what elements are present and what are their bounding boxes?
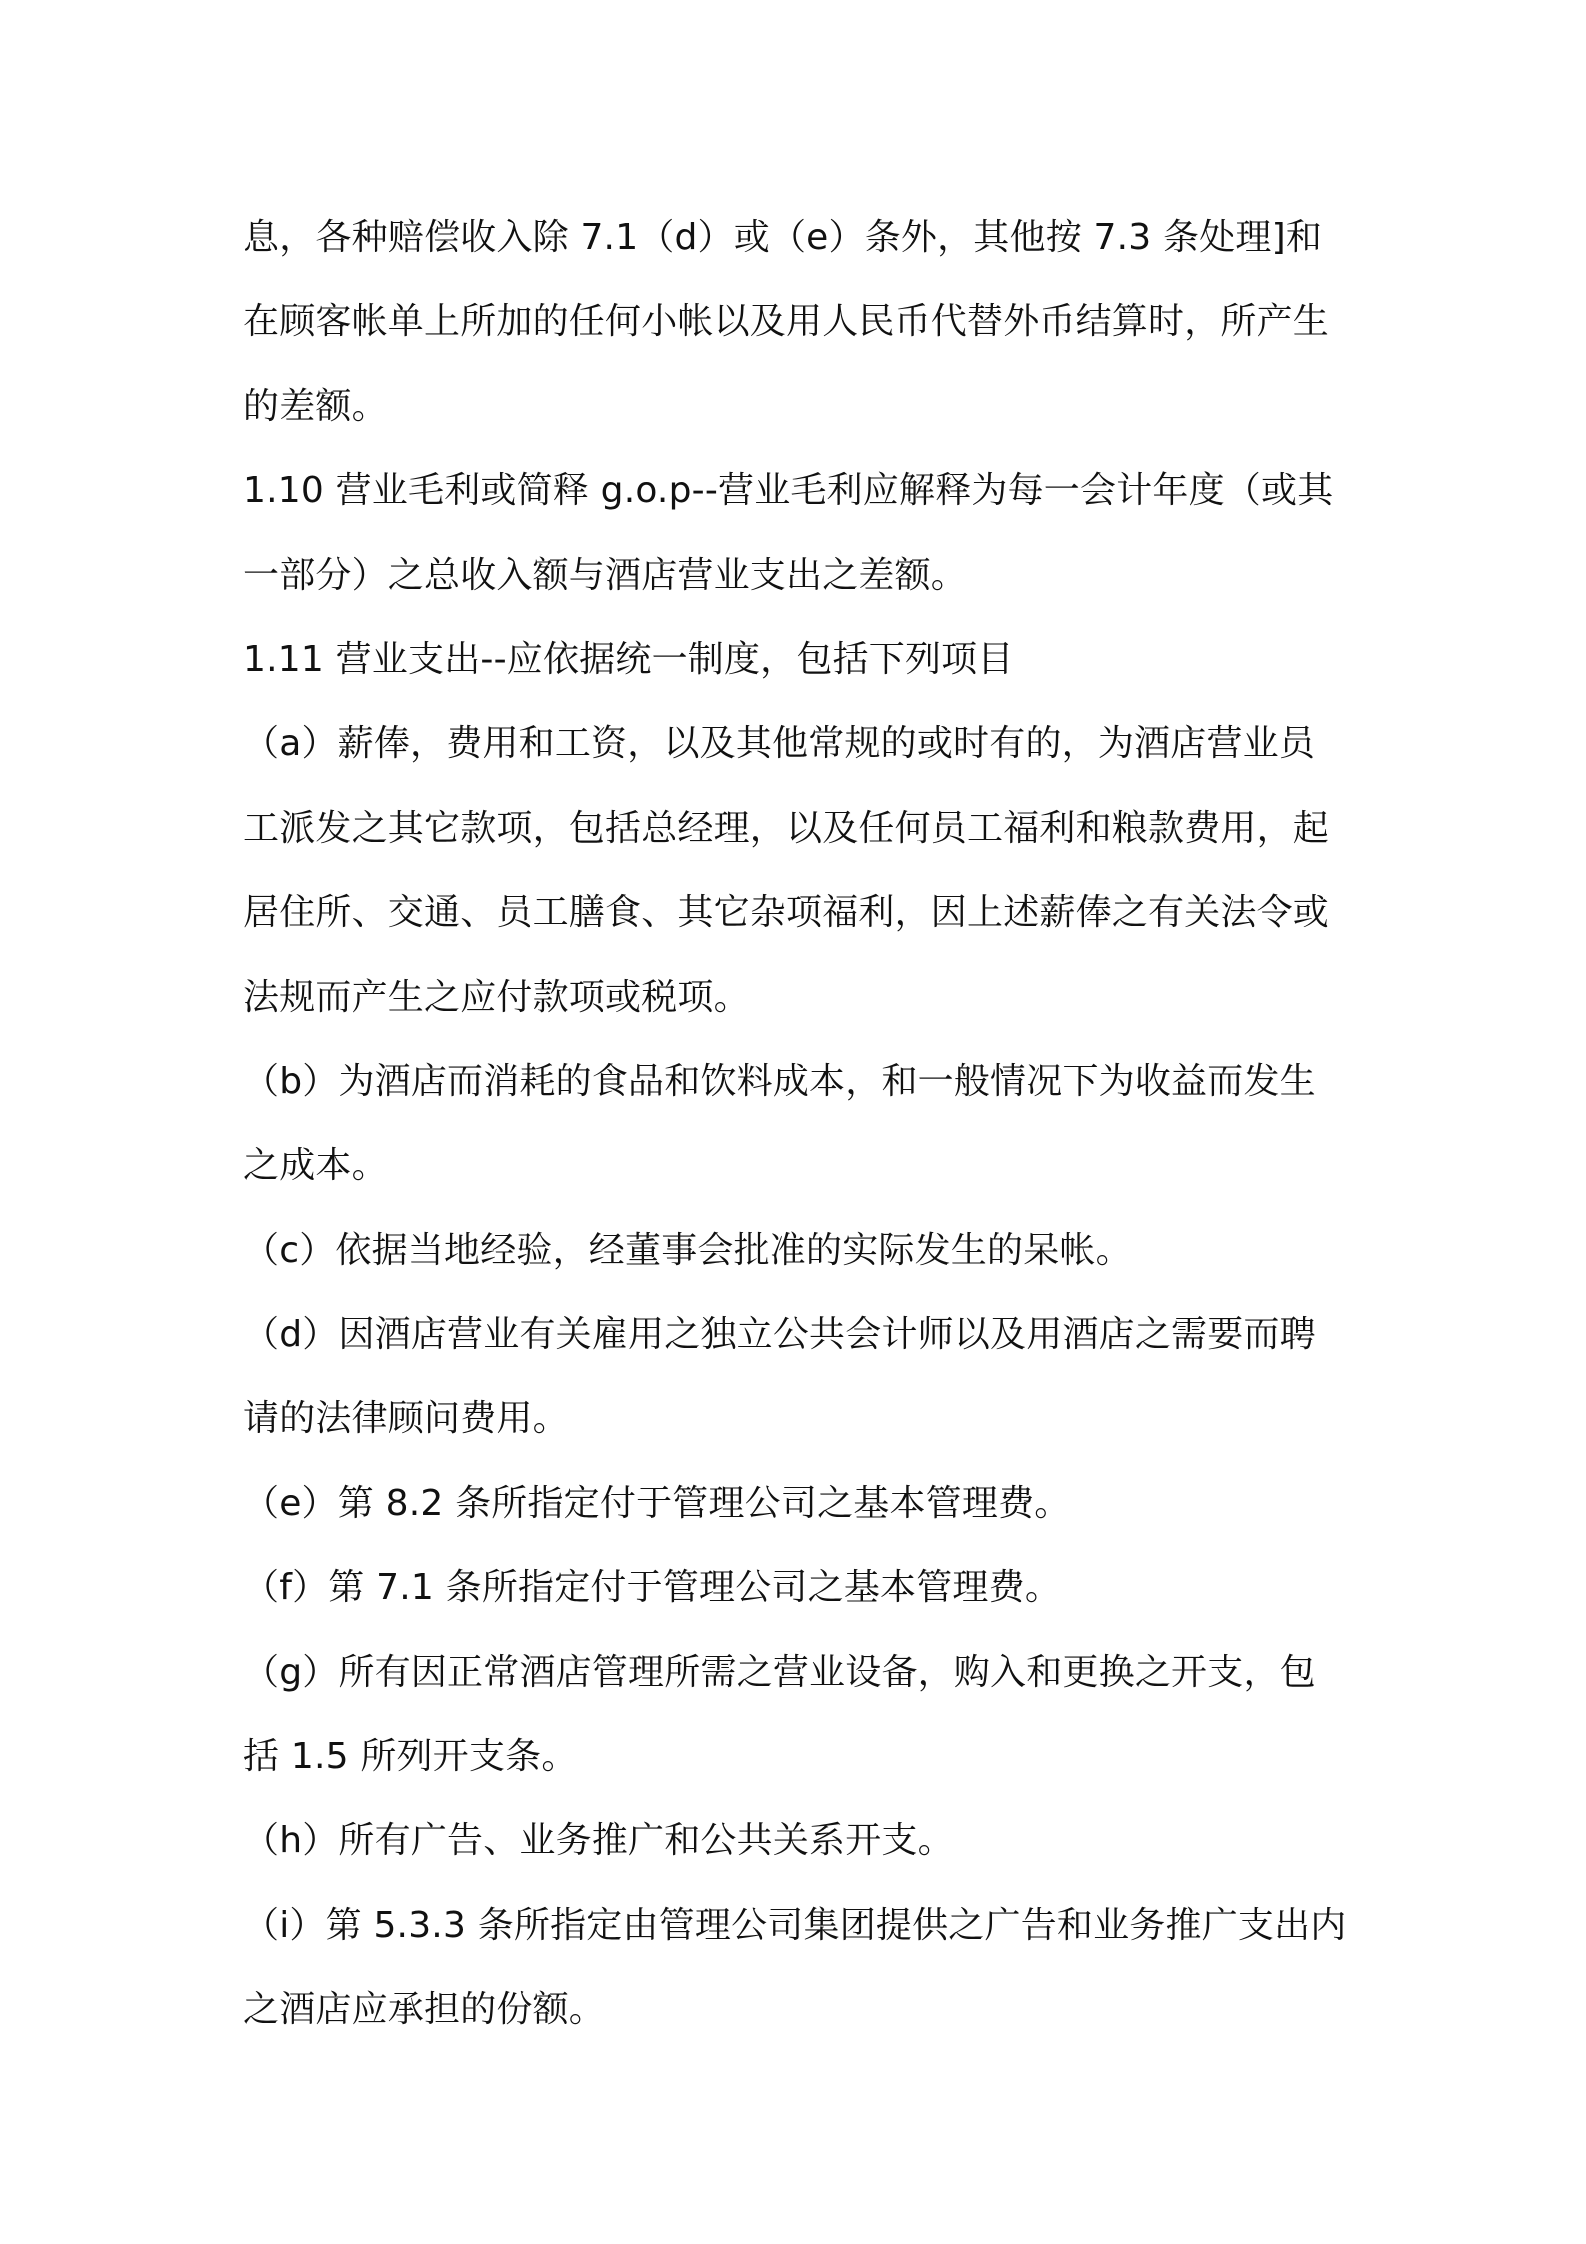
text-line: 1.11 营业支出--应依据统一制度，包括下列项目	[243, 638, 1014, 680]
text-line: 在顾客帐单上所加的任何小帐以及用人民币代替外币结算时，所产生	[243, 301, 1330, 343]
text-line: （i）第 5.3.3 条所指定由管理公司集团提供之广告和业务推广支出内	[243, 1904, 1347, 1946]
text-line: 括 1.5 所列开支条。	[243, 1736, 578, 1778]
text-line: （b）为酒店而消耗的食品和饮料成本，和一般情况下为收益而发生	[243, 1060, 1316, 1102]
text-line: （e）第 8.2 条所指定付于管理公司之基本管理费。	[243, 1482, 1071, 1524]
text-line: 之酒店应承担的份额。	[243, 1989, 606, 2031]
text-line: 工派发之其它款项，包括总经理，以及任何员工福利和粮款费用，起	[243, 807, 1330, 849]
text-line: 之成本。	[243, 1145, 388, 1187]
text-line: 请的法律顾问费用。	[243, 1398, 569, 1440]
text-line: （f）第 7.1 条所指定付于管理公司之基本管理费。	[243, 1567, 1062, 1609]
text-line: 法规而产生之应付款项或税项。	[243, 976, 750, 1018]
text-line: （c）依据当地经验，经董事会批准的实际发生的呆帐。	[243, 1229, 1132, 1271]
text-line: 的差额。	[243, 385, 388, 427]
text-line: （g）所有因正常酒店管理所需之营业设备，购入和更换之开支，包	[243, 1651, 1316, 1693]
text-line: （a）薪俸，费用和工资，以及其他常规的或时有的，为酒店营业员	[243, 723, 1316, 765]
text-line: 一部分）之总收入额与酒店营业支出之差额。	[243, 554, 968, 596]
document-page	[243, 196, 1363, 2053]
text-line: 居住所、交通、员工膳食、其它杂项福利，因上述薪俸之有关法令或	[243, 892, 1330, 934]
text-line: 息，各种赔偿收入除 7.1（d）或（e）条外，其他按 7.3 条处理]和	[243, 217, 1323, 258]
text-line: （h）所有广告、业务推广和公共关系开支。	[243, 1820, 954, 1862]
text-line: 1.10 营业毛利或简释 g.o.p--营业毛利应解释为每一会计年度（或其	[243, 470, 1334, 512]
text-line: （d）因酒店营业有关雇用之独立公共会计师以及用酒店之需要而聘	[243, 1314, 1316, 1356]
